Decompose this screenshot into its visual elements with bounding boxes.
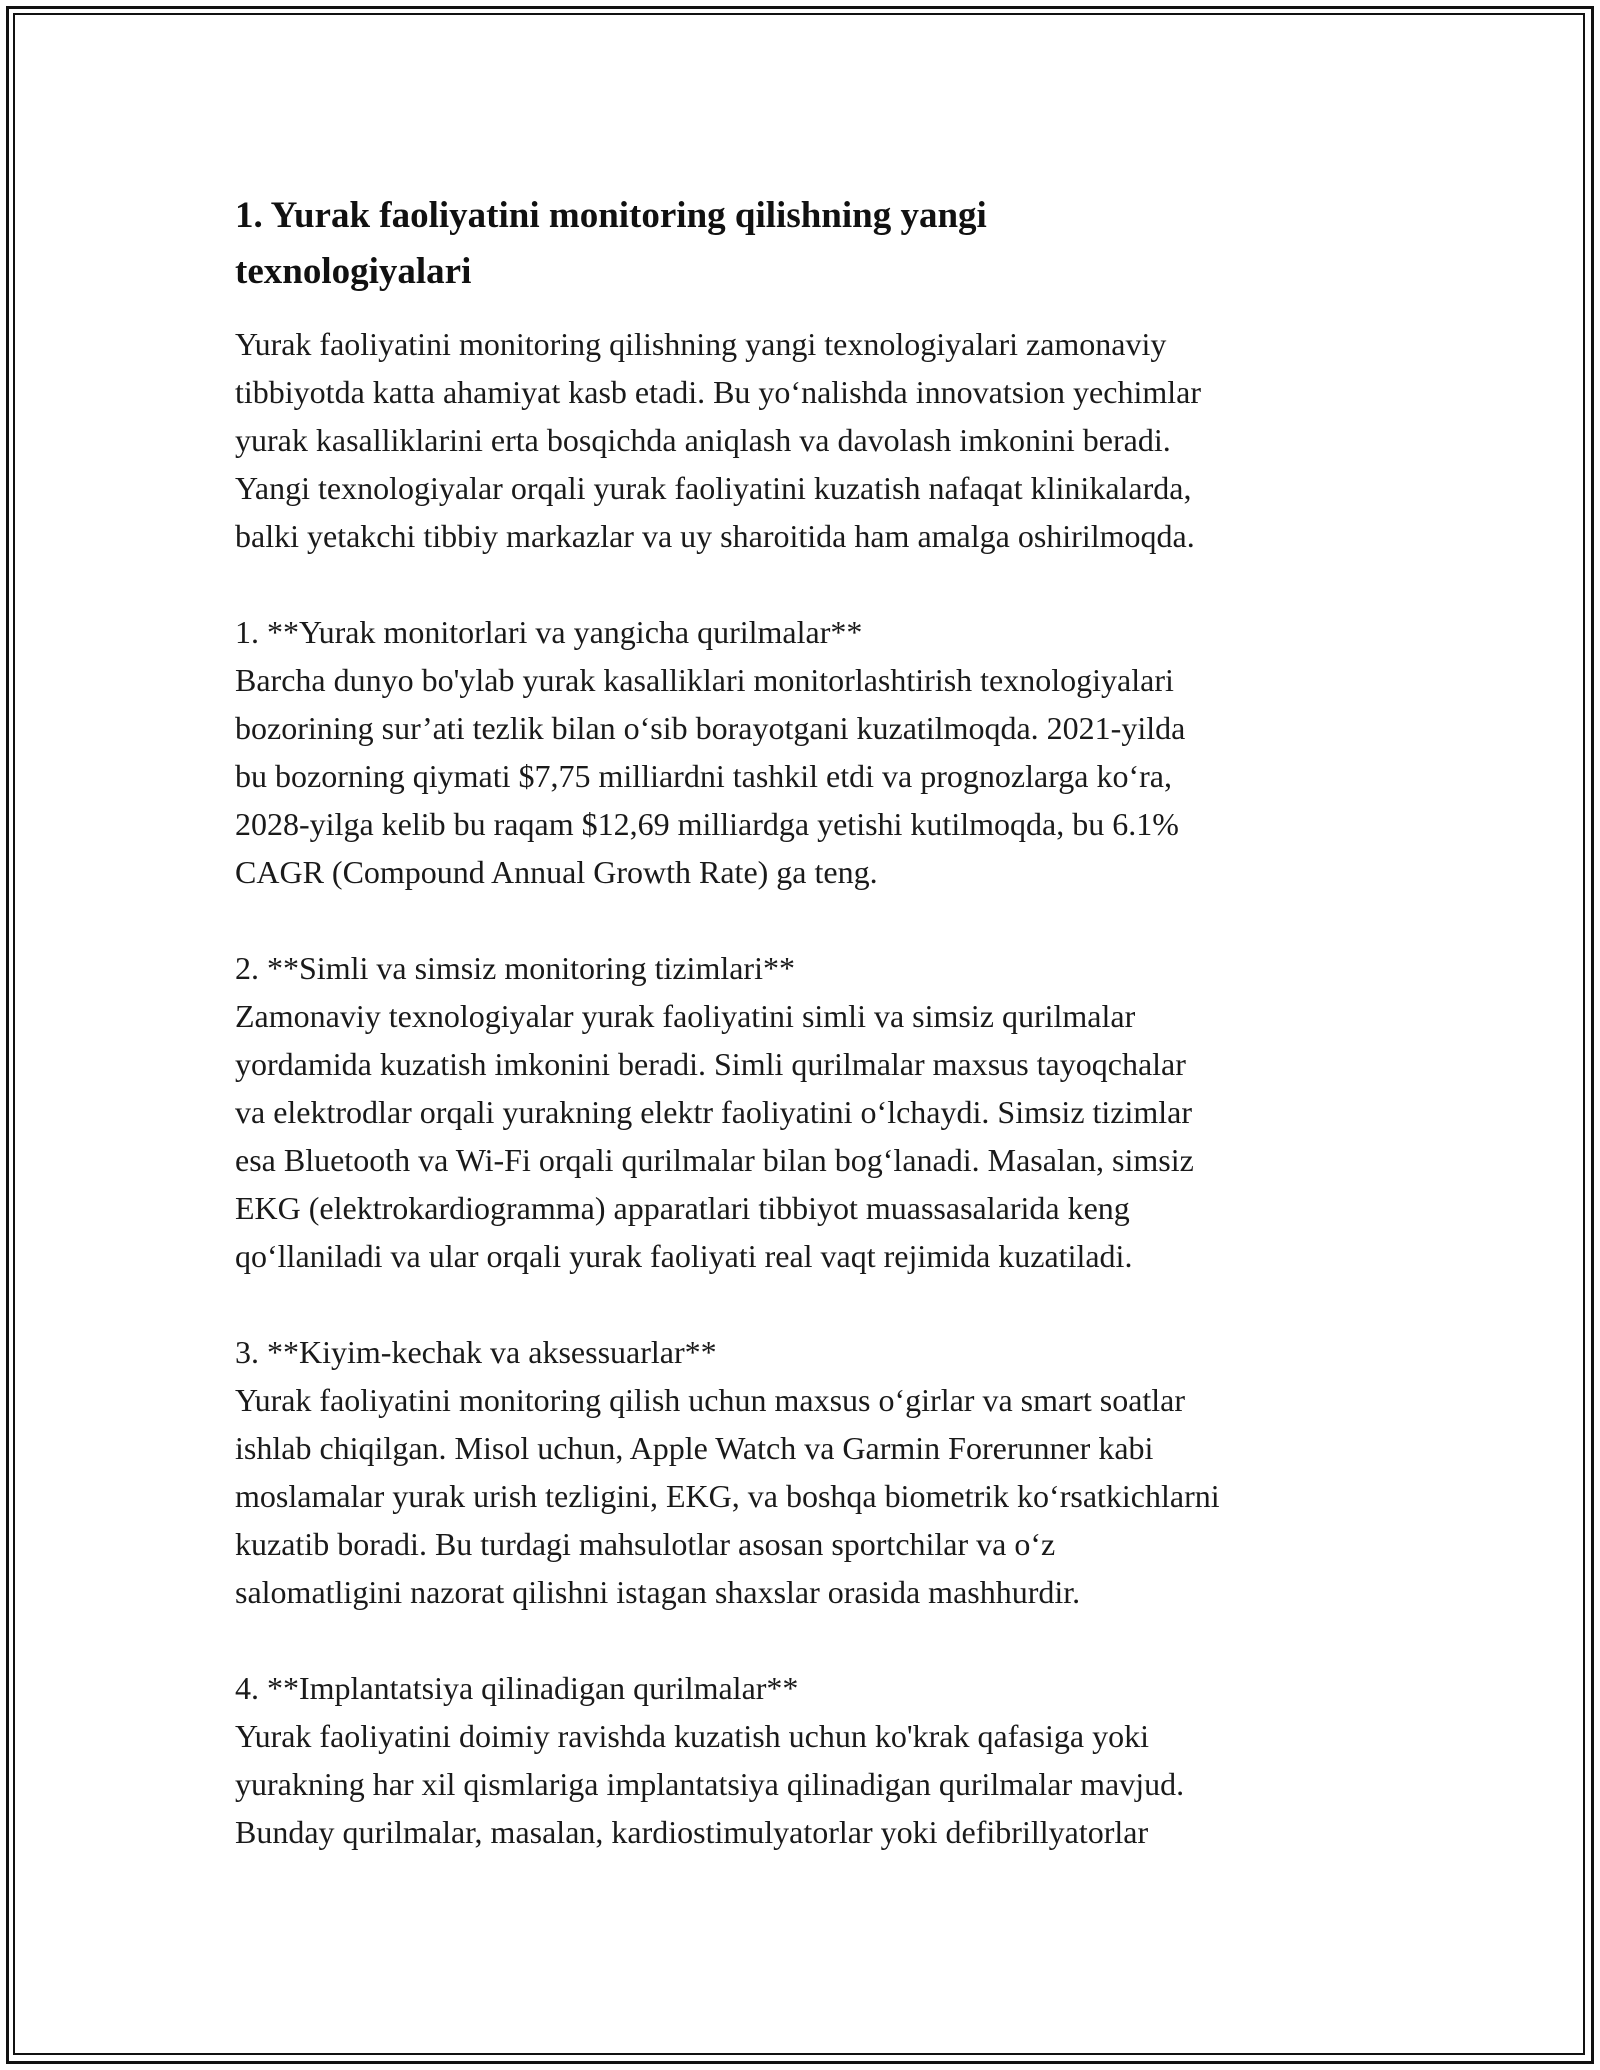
intro-paragraph: Yurak faoliyatini monitoring qilishning yangi texnologiyalari zamonaviy tibbiyotda katta ahamiyat kasb etadi. Bu yo‘nalishda innovatsion yechimlar yurak kasalliklarini erta bosqichda aniqlash va davolash imkonini beradi. Yangi texnologiyalar orqali yurak faoliyatini kuzatish nafaqat klinikalarda, balki yetakchi tibbiy markazlar va uy sharoitida ham amalga oshirilmoqda. [235,326,1201,554]
document-page [235,188,1395,1904]
section-1 [235,608,1395,896]
document-title [235,188,1395,300]
section-4 [235,1664,1395,1856]
section-heading: 1. **Yurak monitorlari va yangicha qurilmalar** [235,614,863,650]
section-body: Yurak faoliyatini doimiy ravishda kuzatish uchun ko'krak qafasiga yoki yurakning har xil qismlariga implantatsiya qilinadigan qurilmalar mavjud. Bunday qurilmalar, masalan, kardiostimulyatorlar yoki defibrillyatorlar [235,1718,1185,1850]
section-heading: 4. **Implantatsiya qilinadigan qurilmalar** [235,1670,799,1706]
section-2 [235,944,1395,1280]
section-heading: 3. **Kiyim-kechak va aksessuarlar** [235,1334,717,1370]
section-3 [235,1328,1395,1616]
section-heading: 2. **Simli va simsiz monitoring tizimlari** [235,950,795,986]
title-line-1: 1. Yurak faoliyatini monitoring qilishning yangi [235,195,987,236]
section-body: Barcha dunyo bo'ylab yurak kasalliklari monitorlashtirish texnologiyalari bozorining sur’ati tezlik bilan o‘sib borayotgani kuzatilmoqda. 2021-yilda bu bozorning qiymati $7,75 milliardni tashkil etdi va prognozlarga ko‘ra, 2028-yilga kelib bu raqam $12,69 milliardga yetishi kutilmoqda, bu 6.1% CAGR (Compound Annual Growth Rate) ga teng. [235,662,1186,890]
title-line-2: texnologiyalari [235,251,472,292]
section-body: Zamonaviy texnologiyalar yurak faoliyatini simli va simsiz qurilmalar yordamida kuzatish imkonini beradi. Simli qurilmalar maxsus tayoqchalar va elektrodlar orqali yurakning elektr faoliyatini o‘lchaydi. Simsiz tizimlar esa Bluetooth va Wi-Fi orqali qurilmalar bilan bog‘lanadi. Masalan, simsiz EKG (elektrokardiogramma) apparatlari tibbiyot muassasalarida keng qo‘llaniladi va ular orqali yurak faoliyati real vaqt rejimida kuzatiladi. [235,998,1194,1274]
section-body: Yurak faoliyatini monitoring qilish uchun maxsus o‘girlar va smart soatlar ishlab chiqilgan. Misol uchun, Apple Watch va Garmin Forerunner kabi moslamalar yurak urish tezligini, EKG, va boshqa biometrik ko‘rsatkichlarni kuzatib boradi. Bu turdagi mahsulotlar asosan sportchilar va o‘z salomatligini nazorat qilishni istagan shaxslar orasida mashhurdir. [235,1382,1220,1610]
